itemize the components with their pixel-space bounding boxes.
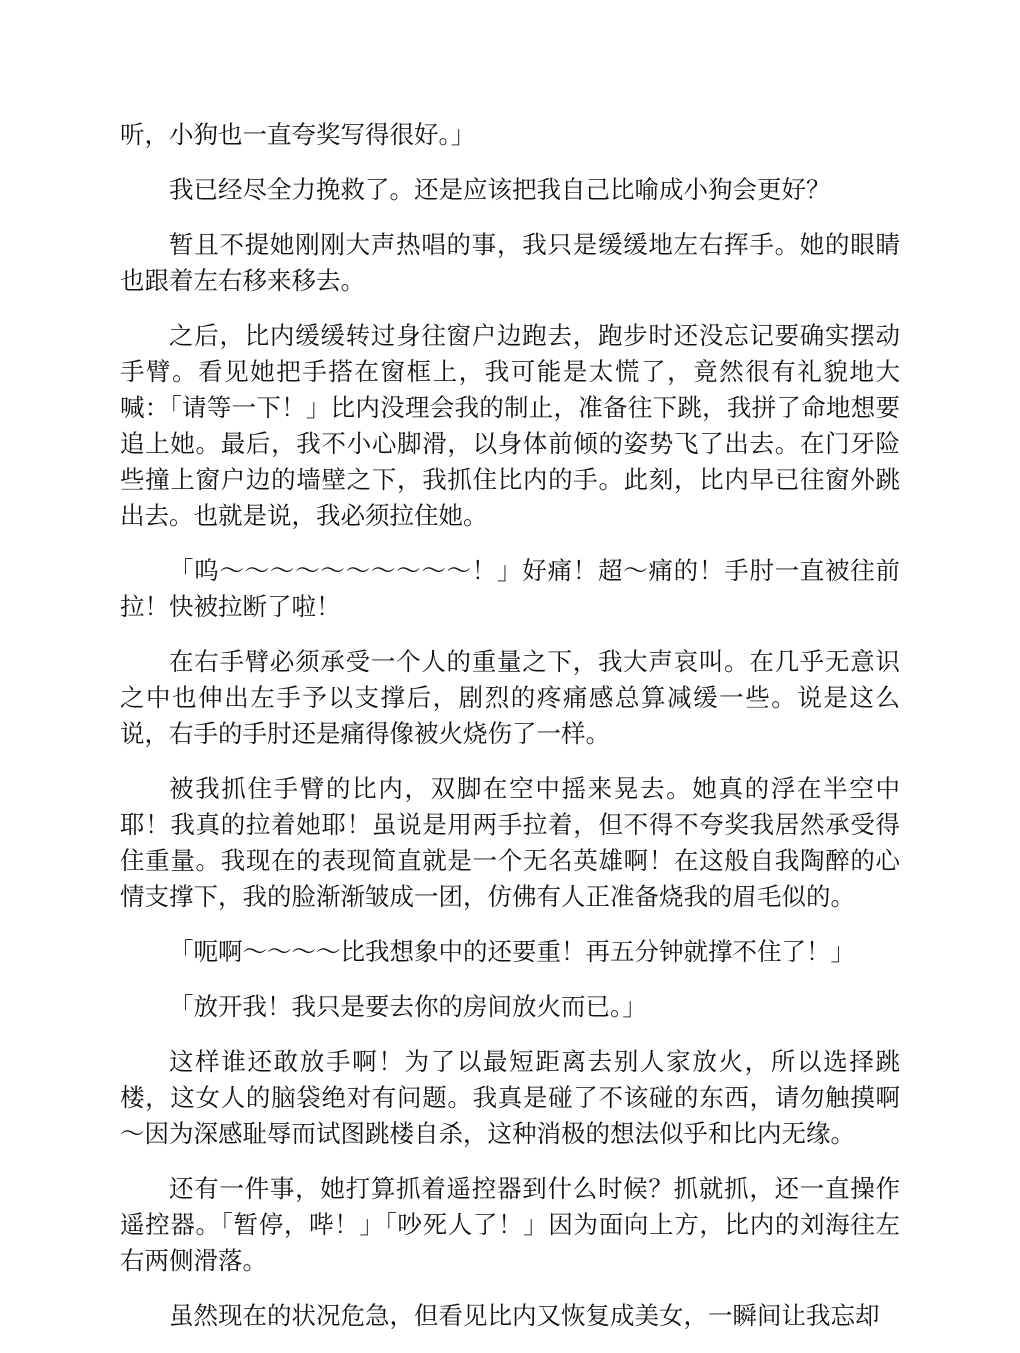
paragraph-5: 「呜～～～～～～～～～～！」好痛！超～痛的！手肘一直被往前拉！快被拉断了啦！ bbox=[120, 556, 900, 621]
document-page bbox=[120, 117, 900, 1353]
paragraph-10: 这样谁还敢放手啊！为了以最短距离去别人家放火，所以选择跳楼，这女人的脑袋绝对有问题。我真是碰了不该碰的东西，请勿触摸啊～因为深感耻辱而试图跳楼自杀，这种消极的想法似乎和比内无缘。 bbox=[120, 1047, 900, 1148]
paragraph-8: 「呃啊～～～～比我想象中的还要重！再五分钟就撑不住了！」 bbox=[169, 937, 855, 966]
paragraph-3: 暂且不提她刚刚大声热唱的事，我只是缓缓地左右挥手。她的眼睛也跟着左右移来移去。 bbox=[120, 230, 900, 295]
paragraph-9: 「放开我！我只是要去你的房间放火而已。」 bbox=[169, 992, 647, 1021]
paragraph-4: 之后，比内缓缓转过身往窗户边跑去，跑步时还没忘记要确实摆动手臂。看见她把手搭在窗框上，我可能是太慌了，竟然很有礼貌地大喊：「请等一下！」比内没理会我的制止，准备往下跳，我拼了命地想要追上她。最后，我不小心脚滑，以身体前倾的姿势飞了出去。在门牙险些撞上窗户边的墙壁之下，我抓住比内的手。此刻，比内早已往窗外跳出去。也就是说，我必须拉住她。 bbox=[120, 321, 900, 530]
paragraph-12: 虽然现在的状况危急，但看见比内又恢复成美女，一瞬间让我忘却 bbox=[169, 1301, 880, 1330]
paragraph-6: 在右手臂必须承受一个人的重量之下，我大声哀叫。在几乎无意识之中也伸出左手予以支撑后，剧烈的疼痛感总算减缓一些。说是这么说，右手的手肘还是痛得像被火烧伤了一样。 bbox=[120, 647, 900, 748]
paragraph-1: 听，小狗也一直夸奖写得很好。」 bbox=[120, 120, 476, 149]
paragraph-2: 我已经尽全力挽救了。还是应该把我自己比喻成小狗会更好？ bbox=[169, 175, 831, 204]
paragraph-11: 还有一件事，她打算抓着遥控器到什么时候？抓就抓，还一直操作遥控器。「暂停，哔！」「吵死人了！」因为面向上方，比内的刘海往左右两侧滑落。 bbox=[120, 1174, 900, 1275]
paragraph-7: 被我抓住手臂的比内，双脚在空中摇来晃去。她真的浮在半空中耶！我真的拉着她耶！虽说是用两手拉着，但不得不夸奖我居然承受得住重量。我现在的表现简直就是一个无名英雄啊！在这般自我陶醉的心情支撑下，我的脸渐渐皱成一团，仿佛有人正准备烧我的眉毛似的。 bbox=[120, 774, 900, 911]
